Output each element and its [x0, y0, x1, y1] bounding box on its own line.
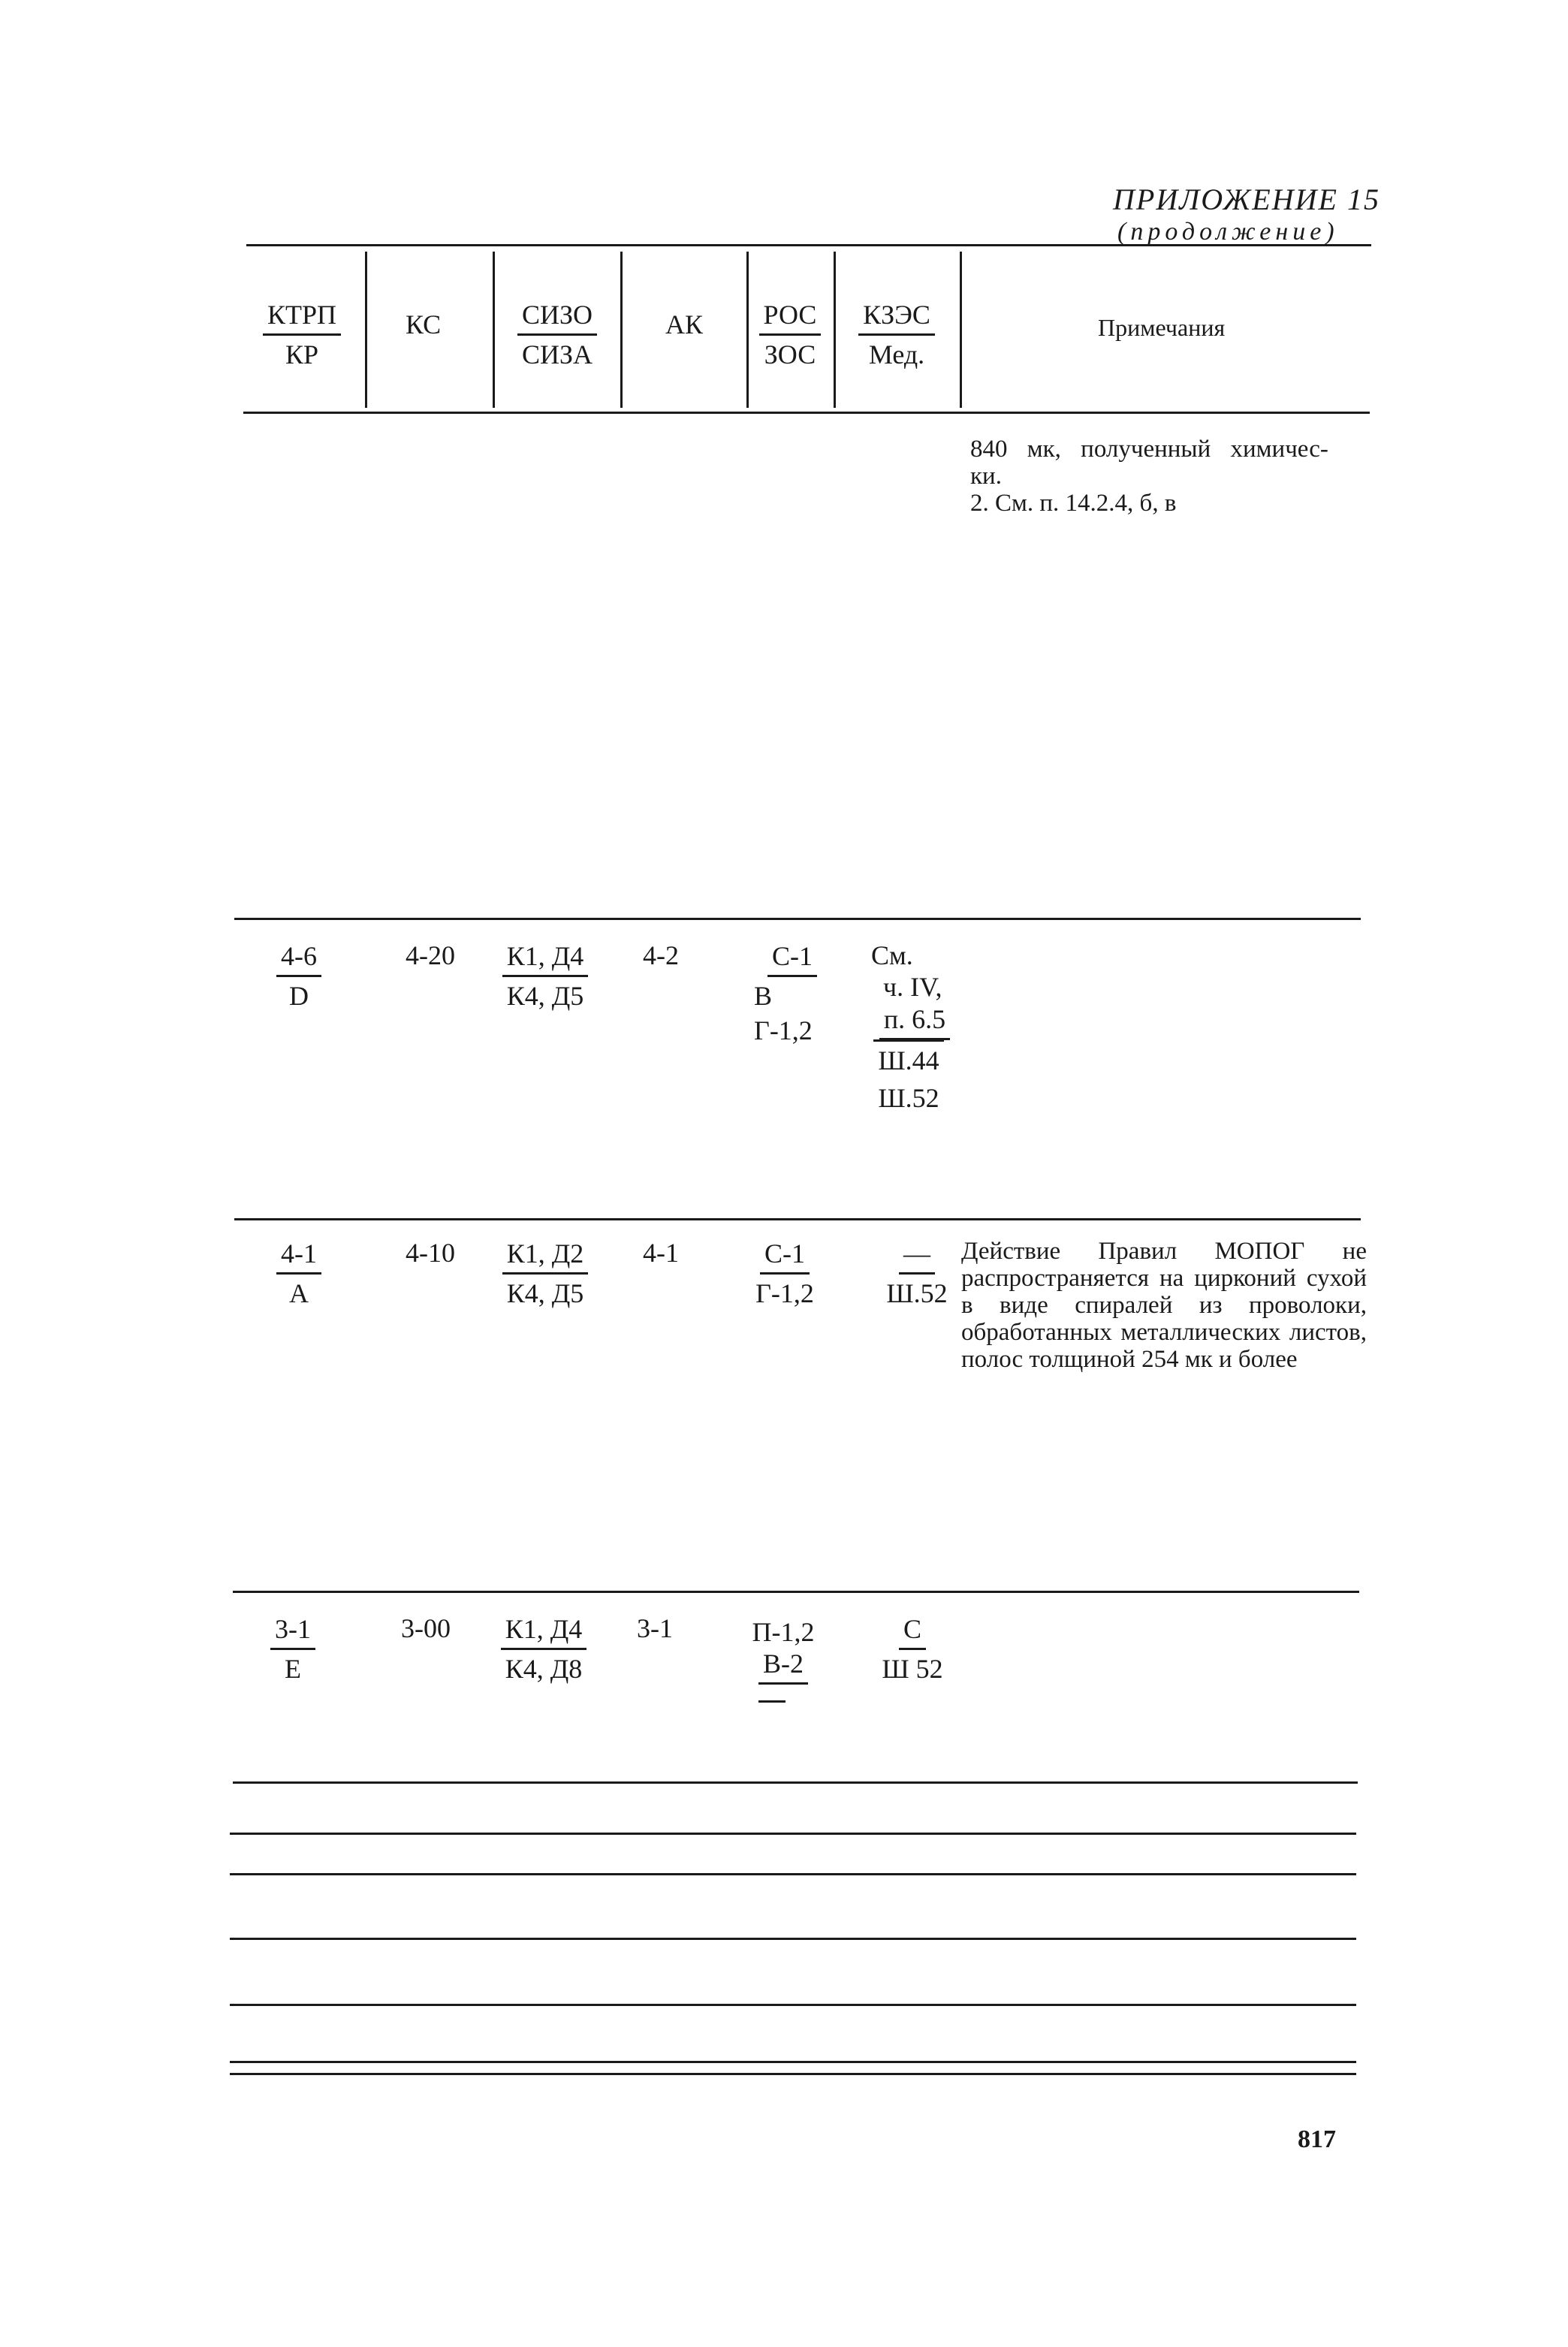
header-sizo-siza	[496, 299, 619, 370]
row-3-ros	[734, 1613, 832, 1685]
header-kzes: КЗЭС	[858, 299, 935, 336]
header-med: Мед.	[868, 339, 925, 370]
row-1-zos-1: В	[754, 981, 773, 1011]
row-2-top-rule	[234, 1218, 1361, 1220]
empty-rule-3	[230, 1873, 1356, 1875]
empty-rule-2	[230, 1833, 1356, 1835]
row-2-ak: 4-1	[643, 1238, 679, 1268]
header-ak: АК	[665, 309, 704, 339]
row-2-ks: 4-10	[406, 1238, 455, 1268]
appendix-title: ПРИЛОЖЕНИЕ 15	[1113, 183, 1380, 216]
row-3-ktrp: 3-1	[270, 1613, 315, 1650]
row-1-ks: 4-20	[406, 940, 455, 970]
header-sizo: СИЗО	[517, 299, 597, 336]
row-3-ks: 3-00	[401, 1613, 451, 1643]
row-2-kr: А	[289, 1278, 309, 1308]
row-1-kzes-med	[864, 1003, 966, 1040]
row-3-ros-2: В-2	[758, 1648, 808, 1685]
empty-rule-6	[230, 2061, 1356, 2063]
header-kzes-med	[835, 299, 958, 370]
header-zos: ЗОС	[764, 339, 816, 370]
row-2-ros-zos	[743, 1238, 826, 1309]
row-1-ktrp-kr	[239, 940, 359, 1012]
row-3-sizo-siza	[484, 1613, 604, 1685]
page-number: 817	[1298, 2125, 1336, 2153]
empty-rule-7	[230, 2073, 1356, 2075]
row-3-kzes: С	[899, 1613, 926, 1650]
header-ktrp: КТРП	[263, 299, 341, 336]
header-notes: Примечания	[1098, 314, 1226, 341]
row-3-ak: 3-1	[637, 1613, 673, 1643]
row-2-sizo: К1, Д2	[502, 1238, 589, 1275]
row-1-ros-zos	[743, 940, 841, 1046]
row-3-med: Ш 52	[882, 1654, 943, 1684]
header-ros-zos	[748, 299, 832, 370]
intro-note-line1: 840 мк, полученный химичес-	[970, 436, 1328, 463]
row-1-kzes-3: п. 6.5	[879, 1003, 950, 1040]
empty-rule-4	[230, 1938, 1356, 1940]
col-sep-1	[365, 252, 367, 408]
header-kr: КР	[285, 339, 319, 370]
row-2-kzes-med	[876, 1238, 958, 1309]
table-header-bottom-rule	[243, 412, 1370, 414]
col-sep-6	[960, 252, 962, 408]
intro-note-line2: ки.	[970, 463, 1002, 490]
empty-rule-5	[230, 2004, 1356, 2006]
row-1-sizo-siza	[485, 940, 605, 1012]
row-1-sizo: К1, Д4	[502, 940, 589, 977]
row-3-ros-1: П-1,2	[752, 1617, 815, 1647]
row-2-ros: С-1	[760, 1238, 810, 1275]
intro-note-line3: 2. См. п. 14.2.4, б, в	[970, 490, 1177, 517]
row-2-sizo-siza	[485, 1238, 605, 1309]
row-1-kzes-2: ч. IV,	[883, 972, 942, 1002]
row-2-zos: Г-1,2	[755, 1278, 814, 1308]
header-ros: РОС	[759, 299, 822, 336]
row-3-ros-dash	[758, 1700, 786, 1703]
header-ktrp-kr	[239, 299, 365, 370]
row-3-top-rule	[233, 1591, 1359, 1593]
empty-rule-1	[233, 1781, 1358, 1784]
row-2-note: Действие Правил МОПОГ не распространяется на цирконий сухой в виде спиралей из проволоки, обработанных металлических листов, полос толщиной 254 мк и более	[961, 1238, 1367, 1373]
col-sep-3	[620, 252, 623, 408]
row-2-ktrp-kr	[239, 1238, 359, 1309]
row-3-sizo: К1, Д4	[501, 1613, 587, 1650]
row-1-med-1: Ш.44	[873, 1039, 943, 1079]
row-1-ros: С-1	[767, 940, 817, 977]
row-2-med: Ш.52	[886, 1278, 948, 1308]
row-1-top-rule	[234, 918, 1361, 920]
row-1-ak: 4-2	[643, 940, 679, 970]
row-2-ktrp: 4-1	[276, 1238, 321, 1275]
row-3-kr: Е	[285, 1654, 301, 1684]
row-1-zos-2: Г-1,2	[754, 1015, 813, 1045]
row-1-siza: К4, Д5	[506, 981, 584, 1011]
header-siza: СИЗА	[521, 339, 593, 370]
row-3-siza: К4, Д8	[505, 1654, 583, 1684]
row-1-kzes-1: См.	[871, 940, 913, 970]
col-sep-2	[493, 252, 495, 408]
row-3-ktrp-kr	[233, 1613, 353, 1685]
row-2-siza: К4, Д5	[506, 1278, 584, 1308]
row-1-ktrp: 4-6	[276, 940, 321, 977]
row-1-kr: D	[289, 981, 309, 1011]
row-3-kzes-med	[864, 1613, 961, 1685]
continued-label: (продолжение)	[1117, 218, 1339, 246]
row-1-med-2: Ш.52	[878, 1083, 939, 1113]
row-2-kzes: —	[899, 1238, 935, 1275]
header-ks: КС	[406, 309, 442, 339]
row-1-med	[858, 1039, 960, 1114]
table-top-rule	[246, 244, 1371, 246]
